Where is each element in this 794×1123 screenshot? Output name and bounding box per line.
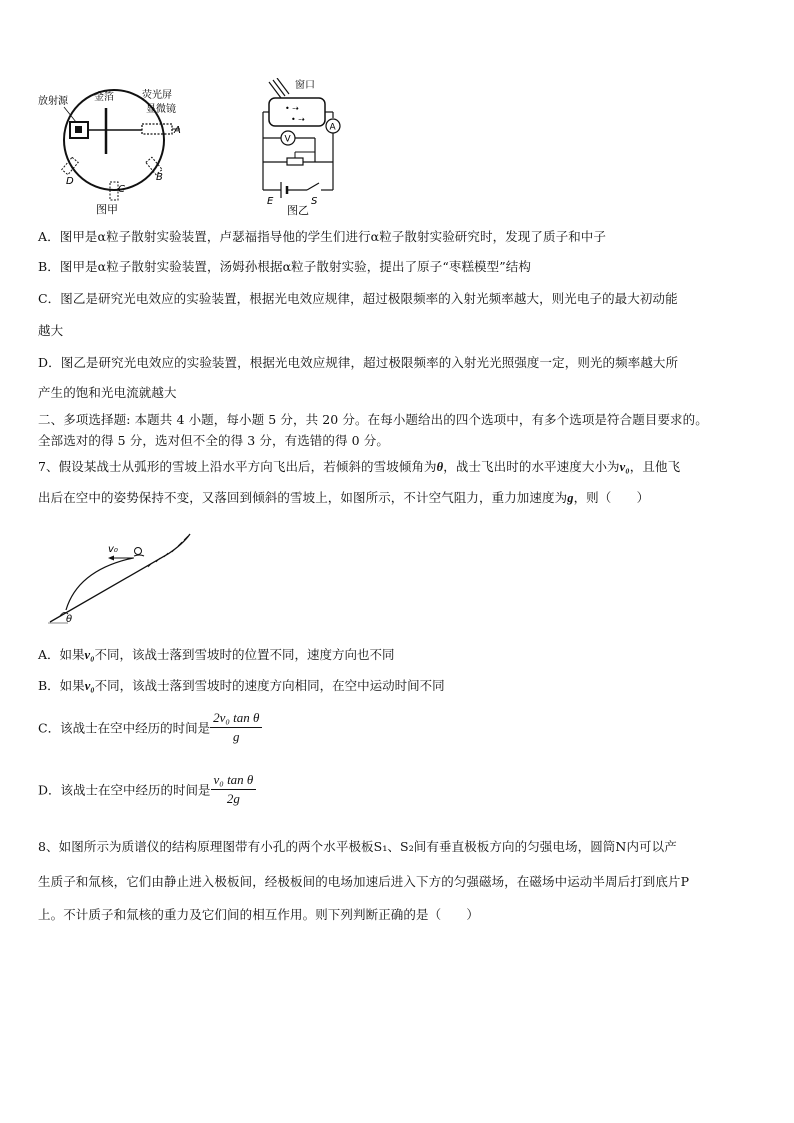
label-screen: 荧光屏 <box>142 90 172 101</box>
label-v0: v₀ <box>108 544 118 555</box>
rheostat <box>287 158 303 165</box>
theta-symbol: θ <box>436 460 444 474</box>
q6-option-d-line2: 产生的饱和光电流就越大 <box>38 385 177 400</box>
q6-option-c-line1: C．图乙是研究光电效应的实验装置，根据光电效应规律，超过极限频率的入射光频率越大，则光电子的最大初动能 <box>38 291 678 306</box>
q7-figure <box>38 530 208 625</box>
label-theta: θ <box>66 614 73 625</box>
section2-line1: 二、多项选择题: 本题共 4 小题，每小题 5 分，共 20 分。在每小题给出的四个选项中，有多个选项是符合题目要求的。 <box>38 412 708 427</box>
fraction-c: $\frac{\text{2v₀ tan θ}}{g}$ <box>210 710 262 745</box>
v0-symbol: v₀ <box>619 460 630 474</box>
figure-yi <box>255 78 355 218</box>
microscope-A <box>142 124 172 134</box>
label-ammeter: A <box>329 122 336 133</box>
svg-text:• ⇢: • ⇢ <box>285 104 299 113</box>
fraction-d: $\frac{\text{v₀ tan θ}}{2g}$ <box>211 772 257 807</box>
q7-stem-line2: 出后在空中的姿势保持不变，又落回到倾斜的雪坡上，如图所示，不计空气阻力，重力加速度为g，则（ ） <box>38 490 650 505</box>
q6-option-b: B．图甲是α粒子散射实验装置，汤姆孙根据α粒子散射实验，提出了原子“枣糕模型”结构 <box>38 259 531 274</box>
soldier <box>135 548 142 555</box>
q7-option-a: A．如果v₀不同，该战士落到雪坡时的位置不同，速度方向也不同 <box>38 647 395 662</box>
q6-option-d-line1: D．图乙是研究光电效应的实验装置，根据光电效应规律，超过极限频率的入射光光照强度一定，则光的频率越大所 <box>38 355 679 370</box>
switch-S <box>307 183 319 190</box>
q7-option-c: C．该战士在空中经历的时间是 $\frac{\text{2v₀ tan θ}}{g}$ <box>38 710 262 745</box>
label-window: 窗口 <box>295 80 315 91</box>
label-A: A <box>174 125 181 136</box>
label-source: 放射源 <box>38 96 68 107</box>
label-voltmeter: V <box>284 134 291 145</box>
label-C: C <box>118 184 125 195</box>
svg-text:• ⇢: • ⇢ <box>291 115 305 124</box>
q8-stem-line1: 8、如图所示为质谱仪的结构原理图带有小孔的两个水平极板S₁、S₂间有垂直极板方向的匀强电场，圆筒N内可以产 <box>38 839 677 854</box>
label-foil: 金箔 <box>94 92 114 103</box>
label-microscope: 显微镜 <box>146 104 176 115</box>
label-D: D <box>66 176 74 187</box>
q8-stem-line2: 生质子和氚核，它们由静止进入极板间，经极板间的电场加速后进入下方的匀强磁场，在磁场中运动半周后打到底片P <box>38 874 690 889</box>
q8-stem-line3: 上。不计质子和氚核的重力及它们间的相互作用。则下列判断正确的是（ ） <box>38 907 480 922</box>
caption-jia: 图甲 <box>96 203 118 216</box>
snow-slope <box>50 534 190 622</box>
label-B: B <box>156 172 163 183</box>
section2-line2: 全部选对的得 5 分，选对但不全的得 3 分，有选错的得 0 分。 <box>38 433 389 448</box>
trajectory <box>66 558 133 610</box>
figure-jia <box>38 82 188 217</box>
label-E: E <box>267 196 274 207</box>
q7-option-b: B．如果v₀不同，该战士落到雪坡时的速度方向相同，在空中运动时间不同 <box>38 678 445 693</box>
q7-option-d: D．该战士在空中经历的时间是 $\frac{\text{v₀ tan θ}}{2g}$ <box>38 772 256 807</box>
g-symbol: g <box>567 491 574 505</box>
q7-stem-line1: 7、假设某战士从弧形的雪坡上沿水平方向飞出后，若倾斜的雪坡倾角为θ，战士飞出时的水平速度大小为v₀，且他飞 <box>38 459 681 474</box>
label-S: S <box>311 196 318 207</box>
caption-yi: 图乙 <box>287 204 309 217</box>
q6-option-a: A．图甲是α粒子散射实验装置，卢瑟福指导他的学生们进行α粒子散射实验研究时，发现了质子和中子 <box>38 229 607 244</box>
q6-option-c-line2: 越大 <box>38 323 64 338</box>
